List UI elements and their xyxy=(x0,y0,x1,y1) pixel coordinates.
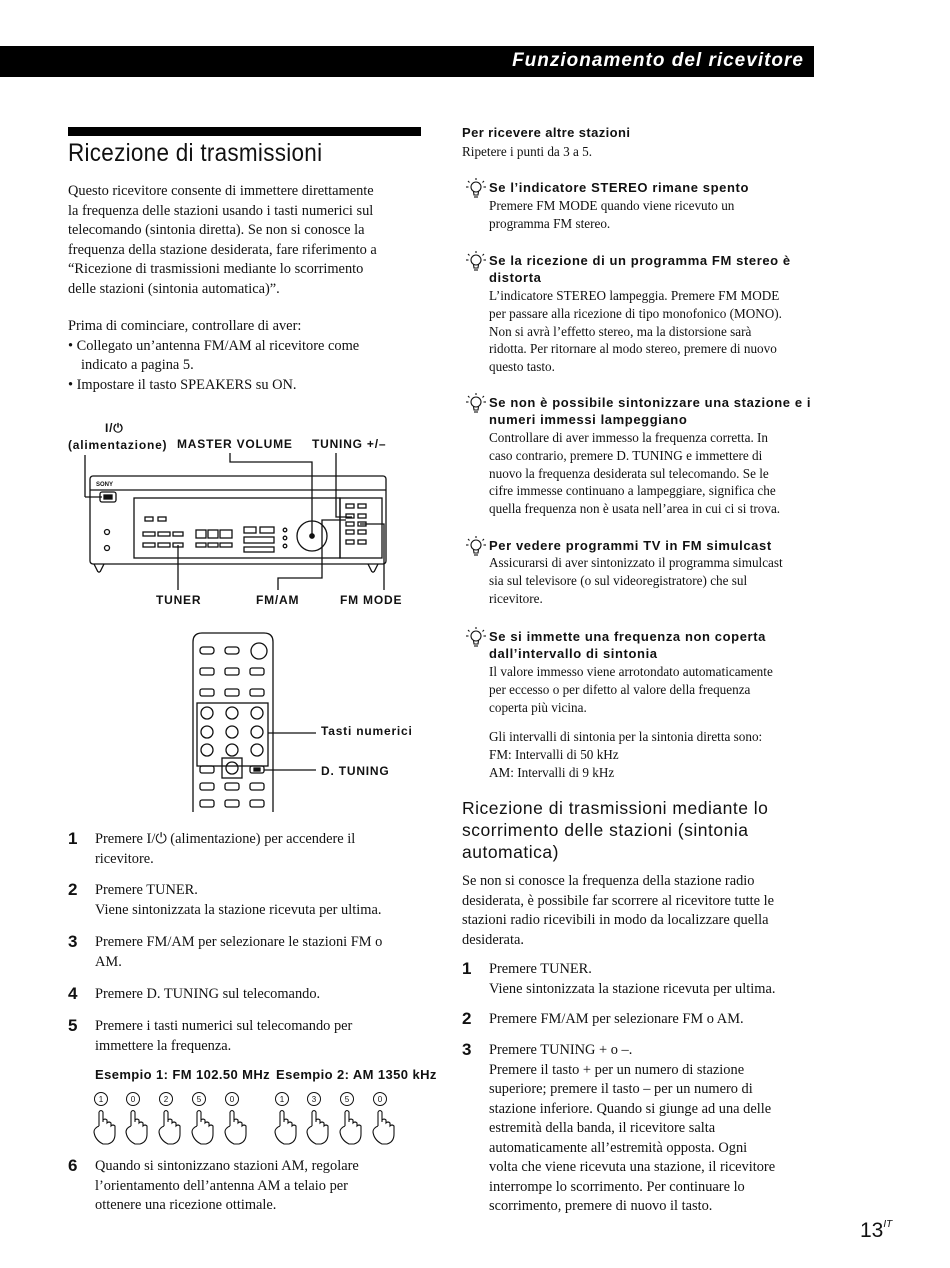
intro-line: la frequenza delle stazioni usando i tasti numerici sul xyxy=(68,202,374,219)
tip-body-line: sia sul televisore (o sul videoregistratore) che sul xyxy=(489,572,748,588)
prereq-bullet-cont: indicato a pagina 5. xyxy=(81,357,194,373)
step-line: AM. xyxy=(95,953,122,970)
prereq-lead: Prima di cominciare, controllare di aver: xyxy=(68,318,302,334)
tip-body-line: ridotta. Per ritornare al modo stereo, premere di nuovo xyxy=(489,341,777,357)
power-symbol-label: I/⏻ xyxy=(105,421,124,435)
tip-heading-line: numeri immessi lampeggiano xyxy=(489,412,688,427)
step-line: stazione inferiore. Quando si giunge ad una delle xyxy=(489,1100,772,1117)
step-number: 5 xyxy=(68,1016,78,1035)
heading-line: automatica) xyxy=(462,842,559,862)
step-line: Premere TUNER. xyxy=(95,882,198,898)
tuning-label: TUNING +/– xyxy=(312,437,387,451)
step-line: Premere D. TUNING sul telecomando. xyxy=(95,986,321,1002)
tip-heading xyxy=(489,628,766,662)
step-line: Premere FM/AM per selezionare FM o AM. xyxy=(489,1011,744,1027)
tip-body xyxy=(489,429,780,518)
lightbulb-icon xyxy=(464,626,486,648)
intro-line: desiderata, è possibile far scorrere al ricevitore tutte le xyxy=(462,892,775,909)
step-line: interrompe lo scorrimento. Per continuare lo xyxy=(489,1178,745,1195)
page-number xyxy=(860,1219,892,1243)
tip-body-line: cifre immesse continuano a lampeggiare, significa che xyxy=(489,483,776,499)
tip-body xyxy=(489,663,773,716)
step-line: ricevitore. xyxy=(95,850,154,867)
page-title: Ricezione di trasmissioni xyxy=(68,139,323,167)
step-line: automaticamente all’estremità opposta. Ogni xyxy=(489,1139,748,1156)
intro-line: frequenza della stazione desiderata, fare riferimento a xyxy=(68,241,377,258)
page-number-value: 13 xyxy=(860,1219,884,1242)
intro-line: desiderata. xyxy=(462,931,524,948)
step-text xyxy=(95,933,382,972)
step-line: Premere FM/AM per selezionare le stazioni FM o xyxy=(95,934,383,950)
step-number: 2 xyxy=(462,1009,472,1028)
prereq-bullet: • Impostare il tasto SPEAKERS su ON. xyxy=(68,376,297,393)
other-stations-body xyxy=(462,143,592,161)
intro-line: Questo ricevitore consente di immettere direttamente xyxy=(68,183,374,199)
step-line: scorrimento, premere di nuovo il tasto. xyxy=(489,1198,713,1214)
auto-tuning-heading xyxy=(462,797,768,863)
prereq-bullet: • Collegato un’antenna FM/AM al ricevitore come xyxy=(68,337,360,354)
lightbulb-icon xyxy=(464,177,486,199)
tip-body xyxy=(489,554,783,607)
example-digit: 1 xyxy=(279,1095,285,1104)
step-text xyxy=(489,1010,744,1030)
step-line: estremità della banda, il ricevitore salta xyxy=(489,1120,716,1136)
page-number-suffix: IT xyxy=(883,1219,893,1230)
tip-body xyxy=(489,287,782,376)
tip-heading-line: Per vedere programmi TV in FM simulcast xyxy=(489,538,772,553)
power-label: (alimentazione) xyxy=(68,438,168,452)
tip-body-line: questo tasto. xyxy=(489,359,555,375)
tip-body-line: L’indicatore STEREO lampeggia. Premere FM MODE xyxy=(489,288,780,303)
brand-logo: SONY xyxy=(96,482,114,488)
tip-heading-line: Se non è possibile sintonizzare una stazione e i xyxy=(489,395,812,410)
intro-line: stazioni radio ricevibili in modo da localizzare quella xyxy=(462,912,769,928)
step-number: 2 xyxy=(68,880,78,899)
example-2-label: Esempio 2: AM 1350 kHz xyxy=(276,1067,437,1082)
remote-illustration xyxy=(193,633,316,812)
tasti-numerici-label: Tasti numerici xyxy=(321,724,413,738)
fm-mode-label: FM MODE xyxy=(340,593,403,607)
pointing-hand-icons xyxy=(94,1111,394,1145)
example-digit: 1 xyxy=(98,1095,104,1104)
tip-heading-line: Se si immette una frequenza non coperta xyxy=(489,629,766,644)
heading-line: scorrimento delle stazioni (sintonia xyxy=(462,820,749,840)
tip-heading xyxy=(489,394,811,428)
step-number: 4 xyxy=(68,984,78,1003)
step-number: 6 xyxy=(68,1156,78,1175)
tip-body xyxy=(489,197,734,233)
intervals-line: Gli intervalli di sintonia per la sintonia diretta sono: xyxy=(489,729,763,744)
master-volume-label: MASTER VOLUME xyxy=(177,437,293,451)
example-2-keys xyxy=(276,1093,387,1106)
example-1-label: Esempio 1: FM 102.50 MHz xyxy=(95,1067,271,1082)
section-title: Funzionamento del ricevitore xyxy=(512,50,804,71)
tuning-intervals xyxy=(489,728,762,781)
step-line: ottenere una ricezione ottimale. xyxy=(95,1197,277,1213)
tip-body-line: Non si avrà l’effetto stereo, ma la distorsione sarà xyxy=(489,323,752,339)
tip-body-line: Premere FM MODE quando viene ricevuto un xyxy=(489,198,735,213)
intervals-line: FM: Intervalli di 50 kHz xyxy=(489,746,619,762)
step-text xyxy=(95,985,320,1005)
tip-body-line: Controllare di aver immesso la frequenza corretta. In xyxy=(489,430,769,445)
step-number: 3 xyxy=(462,1040,472,1059)
tip-body-line: per eccesso o per difetto al valore della frequenza xyxy=(489,681,751,697)
example-digit: 5 xyxy=(344,1095,350,1104)
tip-body-line: Il valore immesso viene arrotondato automaticamente xyxy=(489,664,773,679)
step-text xyxy=(95,1157,359,1216)
example-digit: 0 xyxy=(377,1095,383,1104)
step-line: Premere TUNER. xyxy=(489,961,592,977)
example-digit: 5 xyxy=(196,1095,202,1104)
intro-line: telecomando (sintonia diretta). Se non si conosce la xyxy=(68,222,365,238)
example-digit: 3 xyxy=(311,1095,317,1104)
intervals-line: AM: Intervalli di 9 kHz xyxy=(489,764,615,780)
tip-body-line: ricevitore. xyxy=(489,590,543,606)
tip-heading xyxy=(489,179,749,196)
step-number: 1 xyxy=(68,829,78,848)
tip-heading-line: distorta xyxy=(489,270,542,285)
tip-body-line: caso contrario, premere D. TUNING e immettere di xyxy=(489,447,763,463)
example-digit: 0 xyxy=(130,1095,136,1104)
tip-body-line: coperta più vicina. xyxy=(489,699,587,715)
step-line: l’orientamento dell’antenna AM a telaio per xyxy=(95,1177,348,1194)
other-stations-heading: Per ricevere altre stazioni xyxy=(462,125,631,140)
example-digit: 0 xyxy=(229,1095,235,1104)
step-line: Quando si sintonizzano stazioni AM, regolare xyxy=(95,1158,359,1174)
step-text xyxy=(489,1041,775,1217)
tip-body-line: per passare alla ricezione di tipo monofonico (MONO). xyxy=(489,305,782,321)
receiver-illustration xyxy=(85,453,386,590)
tip-heading-line: dall’intervallo di sintonia xyxy=(489,646,658,661)
tuner-label: TUNER xyxy=(156,593,202,607)
tip-body-line: quella frequenza non è usata nell’area in cui ci si trova. xyxy=(489,501,781,517)
tip-body-line: nuovo la frequenza desiderata sul telecomando. Se le xyxy=(489,465,769,481)
d-tuning-label: D. TUNING xyxy=(321,764,390,778)
step-text xyxy=(489,960,775,999)
step-text xyxy=(95,830,355,869)
step-line: immettere la frequenza. xyxy=(95,1037,232,1054)
step-text xyxy=(95,1017,352,1056)
tip-body-line: Assicurarsi di aver sintonizzato il programma simulcast xyxy=(489,555,783,570)
intro-line: Se non si conosce la frequenza della stazione radio xyxy=(462,873,755,889)
tip-heading xyxy=(489,537,772,554)
tip-heading-line: Se l’indicatore STEREO rimane spento xyxy=(489,180,749,195)
step-line: Premere i tasti numerici sul telecomando per xyxy=(95,1018,353,1034)
intro-line: “Ricezione di trasmissioni mediante lo scorrimento xyxy=(68,261,364,277)
step-number: 3 xyxy=(68,932,78,951)
tip-heading xyxy=(489,252,791,286)
fm-am-label: FM/AM xyxy=(256,593,300,607)
step-line: Premere TUNING + o –. xyxy=(489,1042,633,1058)
step-line: Premere I/⏻ (alimentazione) per accendere il xyxy=(95,831,356,847)
step-line: superiore; premere il tasto – per un numero di xyxy=(489,1081,753,1097)
tip-heading-line: Se la ricezione di un programma FM stereo è xyxy=(489,253,791,268)
other-stations-line: Ripetere i punti da 3 a 5. xyxy=(462,144,593,159)
tip-body-line: programma FM stereo. xyxy=(489,215,611,231)
step-line: Viene sintonizzata la stazione ricevuta per ultima. xyxy=(489,980,776,997)
example-digit: 2 xyxy=(163,1095,169,1104)
lightbulb-icon xyxy=(464,535,486,557)
step-line: Viene sintonizzata la stazione ricevuta per ultima. xyxy=(95,901,382,918)
step-number: 1 xyxy=(462,959,472,978)
step-text xyxy=(95,881,381,920)
heading-line: Ricezione di trasmissioni mediante lo xyxy=(462,798,769,818)
step-line: Premere il tasto + per un numero di stazione xyxy=(489,1061,745,1078)
lightbulb-icon xyxy=(464,392,486,414)
auto-tuning-intro xyxy=(462,872,774,950)
step-line: volta che viene ricevuta una stazione, il ricevitore xyxy=(489,1159,776,1175)
lightbulb-icon xyxy=(464,250,486,272)
intro-line: delle stazioni (sintonia automatica)”. xyxy=(68,280,280,297)
